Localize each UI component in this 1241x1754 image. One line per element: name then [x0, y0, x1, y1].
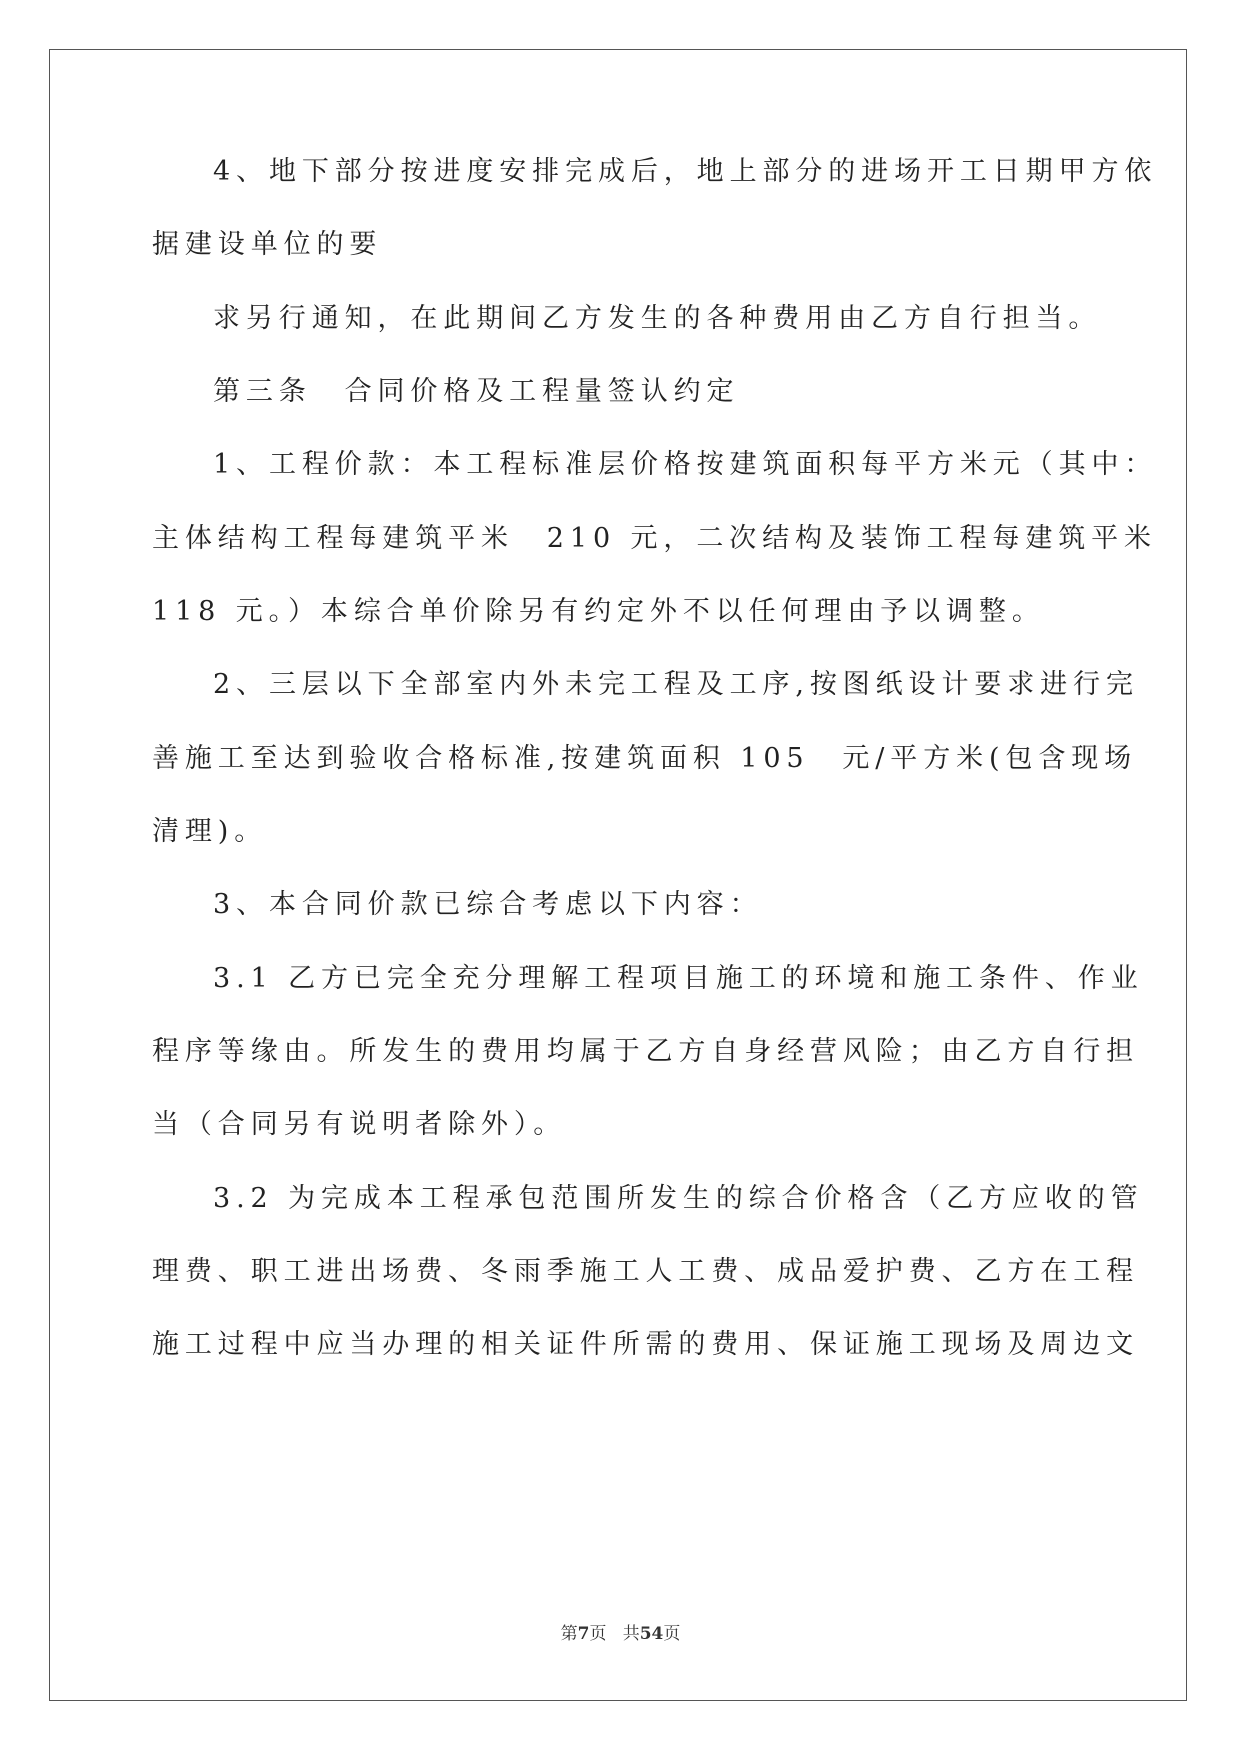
text-line: 据建设单位的要	[152, 229, 383, 260]
footer-total-unit: 页	[663, 1624, 681, 1644]
text-line: 当（合同另有说明者除外）。	[152, 1109, 567, 1140]
text-line: 求另行通知，在此期间乙方发生的各种费用由乙方自行担当。	[213, 303, 1102, 334]
text-line: 主体结构工程每建筑平米 210 元，二次结构及装饰工程每建筑平米	[152, 523, 1157, 554]
text-line: 4、地下部分按进度安排完成后，地上部分的进场开工日期甲方依	[213, 156, 1158, 187]
text-line: 118 元。）本综合单价除另有约定外不以任何理由予以调整。	[152, 596, 1045, 627]
page-footer	[0, 1619, 1241, 1644]
section-heading: 第三条 合同价格及工程量签认约定	[213, 376, 740, 407]
current-page-number: 7	[577, 1624, 590, 1644]
footer-prefix: 第	[560, 1624, 578, 1644]
text-line: 施工过程中应当办理的相关证件所需的费用、保证施工现场及周边文	[152, 1329, 1139, 1360]
footer-total-prefix: 共	[622, 1624, 640, 1644]
text-line: 2、三层以下全部室内外未完工程及工序,按图纸设计要求进行完	[213, 669, 1139, 700]
text-line: 1、工程价款：本工程标准层价格按建筑面积每平方米元（其中：	[213, 449, 1158, 480]
text-line: 清理)。	[152, 816, 268, 847]
text-line: 善施工至达到验收合格标准,按建筑面积 105 元/平方米(包含现场	[152, 743, 1138, 774]
text-line: 3、本合同价款已综合考虑以下内容：	[213, 889, 763, 920]
text-line: 3.1 乙方已完全充分理解工程项目施工的环境和施工条件、作业	[213, 963, 1144, 994]
footer-page-unit: 页	[589, 1624, 607, 1644]
total-page-count: 54	[639, 1624, 664, 1644]
page-border	[49, 49, 1187, 1701]
text-line: 程序等缘由。所发生的费用均属于乙方自身经营风险；由乙方自行担	[152, 1036, 1139, 1067]
text-line: 3.2 为完成本工程承包范围所发生的综合价格含（乙方应收的管	[213, 1183, 1144, 1214]
text-line: 理费、职工进出场费、冬雨季施工人工费、成品爱护费、乙方在工程	[152, 1256, 1139, 1287]
